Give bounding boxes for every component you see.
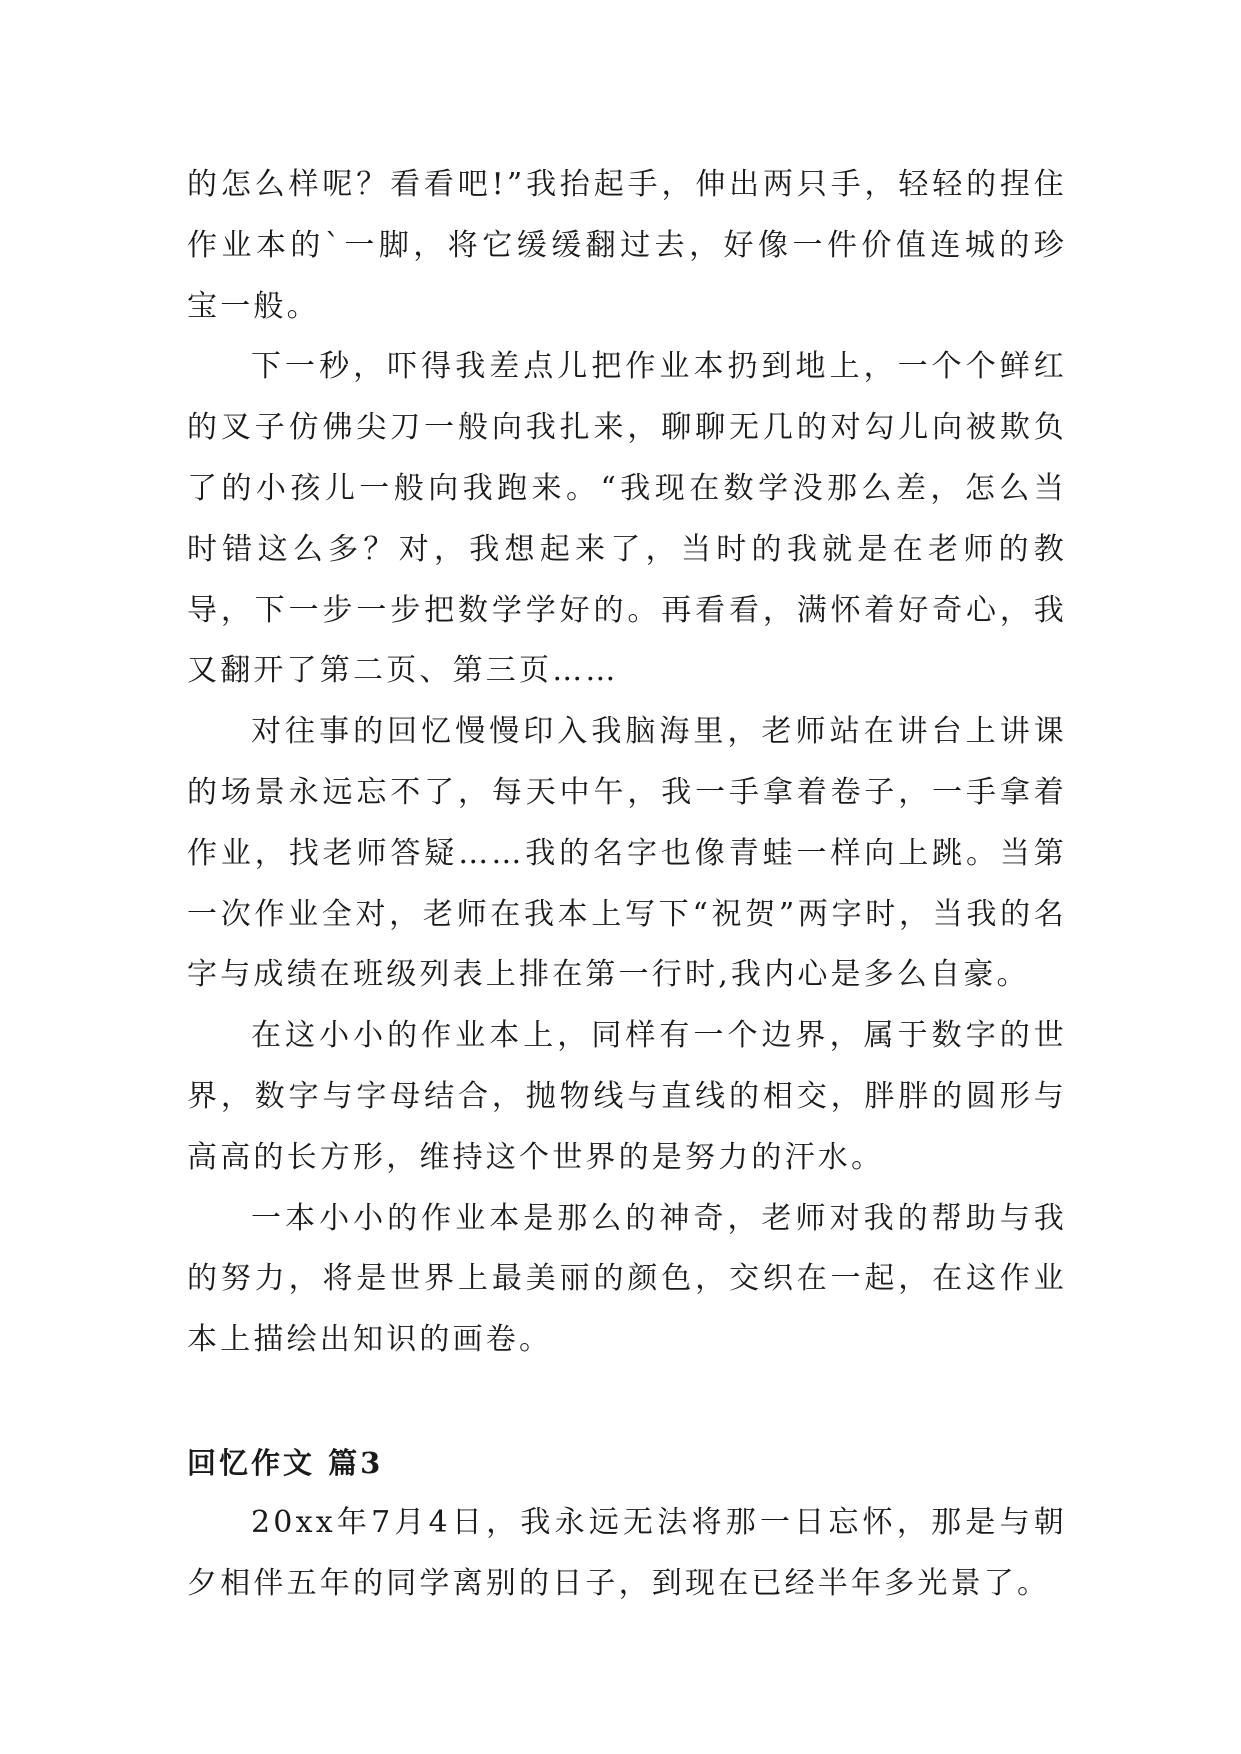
paragraph-6: 20xx年7月4日，我永远无法将那一日忘怀，那是与朝夕相伴五年的同学离别的日子，到现在已经半年多光景了。 — [187, 1504, 1067, 1601]
paragraph-1: 的怎么样呢？看看吧!”我抬起手，伸出两只手，轻轻的捏住作业本的`一脚，将它缓缓翻过去，好像一件价值连城的珍宝一般。 — [187, 167, 1067, 324]
paragraph-5: 一本小小的作业本是那么的神奇，老师对我的帮助与我的努力，将是世界上最美丽的颜色，交织在一起，在这作业本上描绘出知识的画卷。 — [187, 1200, 1067, 1358]
paragraph-4: 在这小小的作业本上，同样有一个边界，属于数字的世界，数字与字母结合，抛物线与直线的相交，胖胖的圆形与高高的长方形，维持这个世界的是努力的汗水。 — [187, 1018, 1067, 1175]
document-body — [187, 155, 1067, 1615]
section-heading: 回忆作文 篇3 — [187, 1445, 384, 1480]
paragraph-2: 下一秒，吓得我差点儿把作业本扔到地上，一个个鲜红的叉子仿佛尖刀一般向我扎来，聊聊无几的对勾儿向被欺负了的小孩儿一般向我跑来。“我现在数学没那么差，怎么当时错这么多？对，我想起来了，当时的我就是在老师的教导，下一步一步把数学学好的。再看看，满怀着好奇心，我又翻开了第二页、第三页…… — [187, 349, 1067, 689]
paragraph-3: 对往事的回忆慢慢印入我脑海里，老师站在讲台上讲课的场景永远忘不了，每天中午，我一手拿着卷子，一手拿着作业，找老师答疑……我的名字也像青蛙一样向上跳。当第一次作业全对，老师在我本上写下“祝贺”两字时，当我的名字与成绩在班级列表上排在第一行时,我内心是多么自豪。 — [187, 714, 1067, 993]
